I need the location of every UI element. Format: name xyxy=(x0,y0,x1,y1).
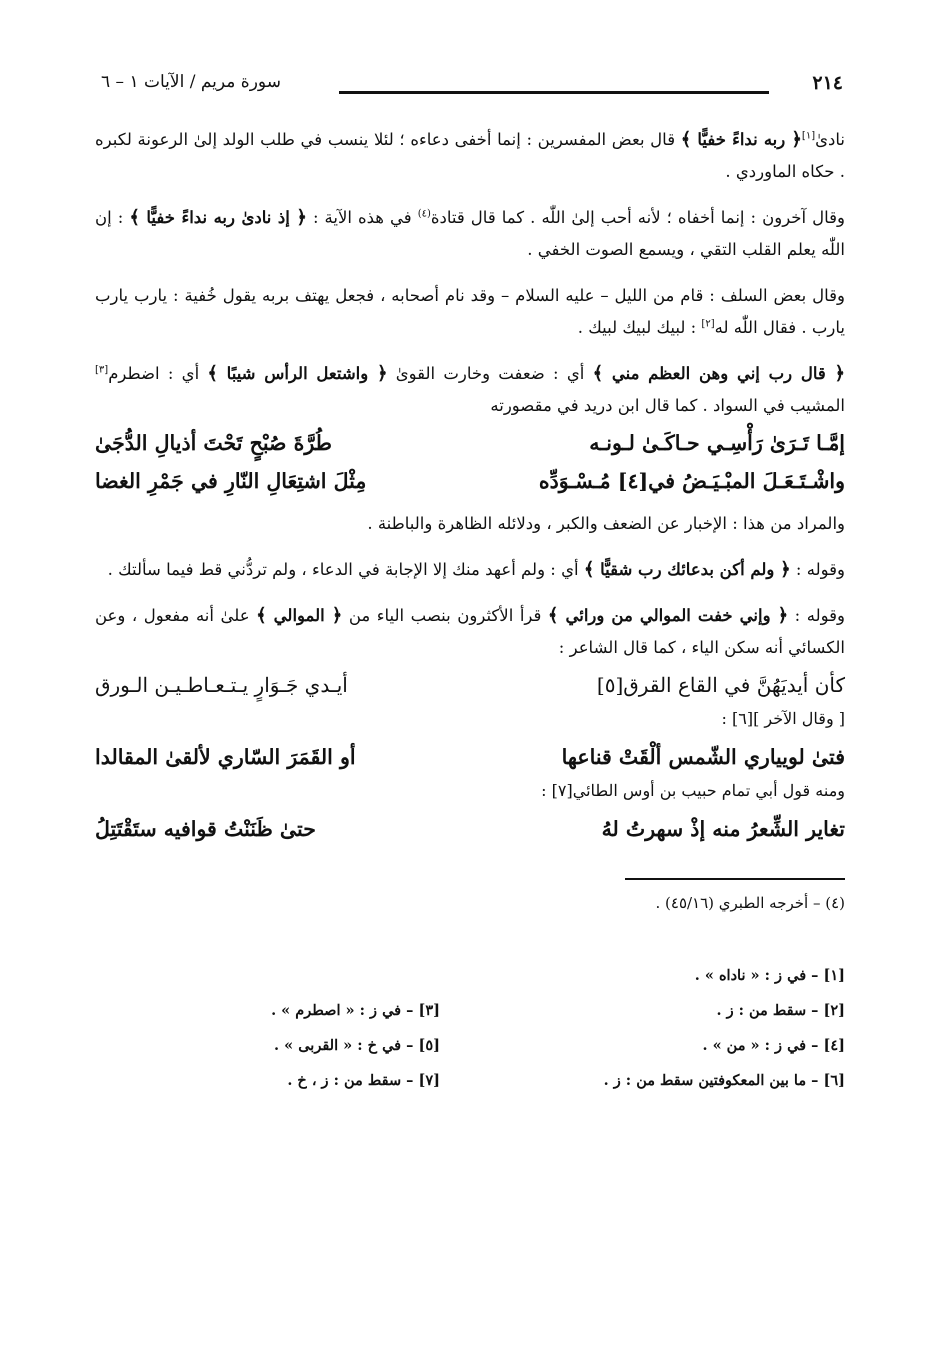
text: علىٰ أنه مفعول ، وعن الكسائي أنه سكن الياء ، كما قال الشاعر : xyxy=(95,606,845,657)
ornate-bracket-close: ﴾ xyxy=(547,605,559,626)
footnote-item: [٧] – سقط من : ز ، خ . xyxy=(287,1072,440,1089)
footnote-item: [١] – في ز : « ناداه » . xyxy=(694,967,845,984)
ornate-bracket-open: ﴿ xyxy=(777,605,789,626)
running-title: سورة مريم / الآيات ١ – ٦ xyxy=(101,72,281,92)
footnote-item: [٥] – في خ : « القربى » . xyxy=(274,1037,440,1054)
text: : لبيك لبيك لبيك . xyxy=(577,318,702,337)
page-number: ٢١٤ xyxy=(812,72,843,94)
text: : إن اللّٰه يعلم القلب التقي ، ويسمع الصوت الخفي . xyxy=(95,208,845,259)
line-other-poet: [ وقال الآخر ][٦] : xyxy=(721,709,845,728)
ornate-bracket-close: ﴾ xyxy=(592,363,604,384)
poem-verse xyxy=(95,462,845,500)
text: أي : ولم أعهد منك إلا الإجابة في الدعاء ، ولم تردُّني قط فيما سألتك . xyxy=(107,560,584,579)
footnote-item: [٤] – في ز : « من » . xyxy=(702,1037,845,1054)
paragraph-4 xyxy=(95,358,845,422)
footnote-main: (٤) – أخرجه الطبري (٤٥/١٦) . xyxy=(655,894,845,912)
footnote-item xyxy=(95,958,500,993)
text: المشيب في السواد . كما قال ابن دريد في مقصورته xyxy=(490,396,845,415)
footnote-separator xyxy=(625,878,845,880)
text: أي : ضعفت وخارت القوىٰ xyxy=(387,364,593,383)
verse-first-hemistich: فتىٰ لويياري الشّمس ألْقَتْ قناعها xyxy=(561,745,845,769)
footnote-ref: [١] xyxy=(801,130,816,142)
quran-quote: ولم أكن بدعائك رب شقيًّا xyxy=(594,560,781,579)
paragraph-3 xyxy=(95,280,845,344)
footnotes-block xyxy=(95,958,845,1098)
verse-second-hemistich: أيـدي جَـوَارٍ يـتـعـاطـيـن الـورق xyxy=(95,673,348,697)
footnote-row xyxy=(95,1063,845,1098)
poem-verse xyxy=(95,424,845,462)
poem-verse xyxy=(95,810,845,848)
poem-verse xyxy=(95,738,845,776)
header-rule xyxy=(339,91,769,94)
ornate-bracket-close: ﴾ xyxy=(680,129,692,150)
verse-first-hemistich: إمَّـا تَـرَىٰ رَأْسِـي حـاكَـىٰ لـونـه xyxy=(589,431,845,455)
quran-quote: قال رب إني وهن العظم مني xyxy=(603,364,835,383)
ornate-bracket-open: ﴿ xyxy=(331,605,343,626)
ornate-bracket-close: ﴾ xyxy=(256,605,267,626)
footnote-item: [٣] – في ز : « اصطرم » . xyxy=(271,1002,440,1019)
ornate-bracket-close: ﴾ xyxy=(207,363,218,384)
text: وقال بعض السلف : قام من الليل – عليه السلام – وقد نام أصحابه ، فجعل يهتف بربه يقول خُفية : يارب يارب يارب . فقال اللّٰه له xyxy=(95,286,845,337)
verse-first-hemistich: كأن أيديَهُنَّ في القاع القرق[٥] xyxy=(596,673,845,697)
quran-quote: واشتعل الرأس شيبًا xyxy=(217,364,377,383)
paragraph-7 xyxy=(95,600,845,664)
quran-quote: وإني خفت الموالي من ورائي xyxy=(558,606,778,625)
footnote-item: [٢] – سقط من : ز . xyxy=(716,1002,845,1019)
text: نادىٰ xyxy=(815,130,845,149)
text: والمراد من هذا : الإخبار عن الضعف والكبر ، ودلائله الظاهرة والباطنة . xyxy=(367,514,845,533)
quran-quote: الموالي xyxy=(266,606,332,625)
poem-other xyxy=(95,738,845,776)
book-page xyxy=(95,62,845,1098)
text: قال بعض المفسرين : إنما أخفى دعاءه ؛ لئلا ينسب في طلب الولد إلىٰ الرعونة لكبره . حكاه الماوردي . xyxy=(95,130,845,181)
line-abu-tammam: ومنه قول أبي تمام حبيب بن أوس الطائي[٧] : xyxy=(541,781,845,800)
verse-second-hemistich: طُرَّةَ صُبْحٍ تَحْتَ أذيالِ الدُّجَىٰ xyxy=(95,431,332,455)
paragraph-6 xyxy=(95,554,845,586)
poem-abu-tammam xyxy=(95,810,845,848)
verse-second-hemistich: مِثْلَ اشتِعَالِ النّارِ في جَمْرِ الغضا xyxy=(95,469,367,493)
verse-first-hemistich: واشْـتَـعَـلَ المبْـيَـضُ في[٤] مُـسْـوَدِّه xyxy=(538,469,845,493)
poem-verse xyxy=(95,666,845,704)
quran-quote: إذ نادىٰ ربه نداءً خفيًّا xyxy=(139,208,297,227)
text: في هذه الآية : xyxy=(306,208,418,227)
verse-second-hemistich: حتىٰ ظَنَنْتُ قوافيه ستَقْتَتِلُ xyxy=(95,817,316,841)
paragraph-1 xyxy=(95,124,845,188)
paragraph-2 xyxy=(95,202,845,266)
footnote-ref: [٢] xyxy=(701,318,715,330)
page-header xyxy=(95,62,845,96)
text: أي : اضطرم xyxy=(108,364,208,383)
verse-second-hemistich: أو القَمَرَ السّاري لألقىٰ المقالدا xyxy=(95,745,356,769)
paragraph-5 xyxy=(95,508,845,540)
text: وقوله : xyxy=(790,560,845,579)
footnote-ref: (٤) xyxy=(417,208,431,220)
text: وقال آخرون : إنما أخفاه ؛ لأنه أحب إلىٰ اللّٰه . كما قال قتادة xyxy=(430,208,845,227)
verse-first-hemistich: تغاير الشِّعرُ منه إذْ سهرتُ لهُ xyxy=(601,817,845,841)
ornate-bracket-close: ﴾ xyxy=(129,207,140,228)
footnote-ref: [٣] xyxy=(95,364,109,376)
poem-qariq xyxy=(95,666,845,704)
ornate-bracket-open: ﴿ xyxy=(296,207,307,228)
ornate-bracket-open: ﴿ xyxy=(780,559,791,580)
footnote-row xyxy=(95,1028,845,1063)
ornate-bracket-close: ﴾ xyxy=(583,559,595,580)
quran-quote: ربه نداءً خفيًّا xyxy=(691,130,792,149)
body-text xyxy=(95,124,845,1098)
footnote-row xyxy=(95,958,845,993)
footnote-item: [٦] – ما بين المعكوفتين سقط من : ز . xyxy=(603,1072,845,1089)
poem-ibn-durayd xyxy=(95,424,845,500)
ornate-bracket-open: ﴿ xyxy=(834,363,846,384)
text: وقوله : xyxy=(788,606,846,625)
footnote-row xyxy=(95,993,845,1028)
ornate-bracket-open: ﴿ xyxy=(376,363,388,384)
text: قرأ الأكثرون بنصب الياء من xyxy=(342,606,548,625)
ornate-bracket-open: ﴿ xyxy=(791,129,802,150)
